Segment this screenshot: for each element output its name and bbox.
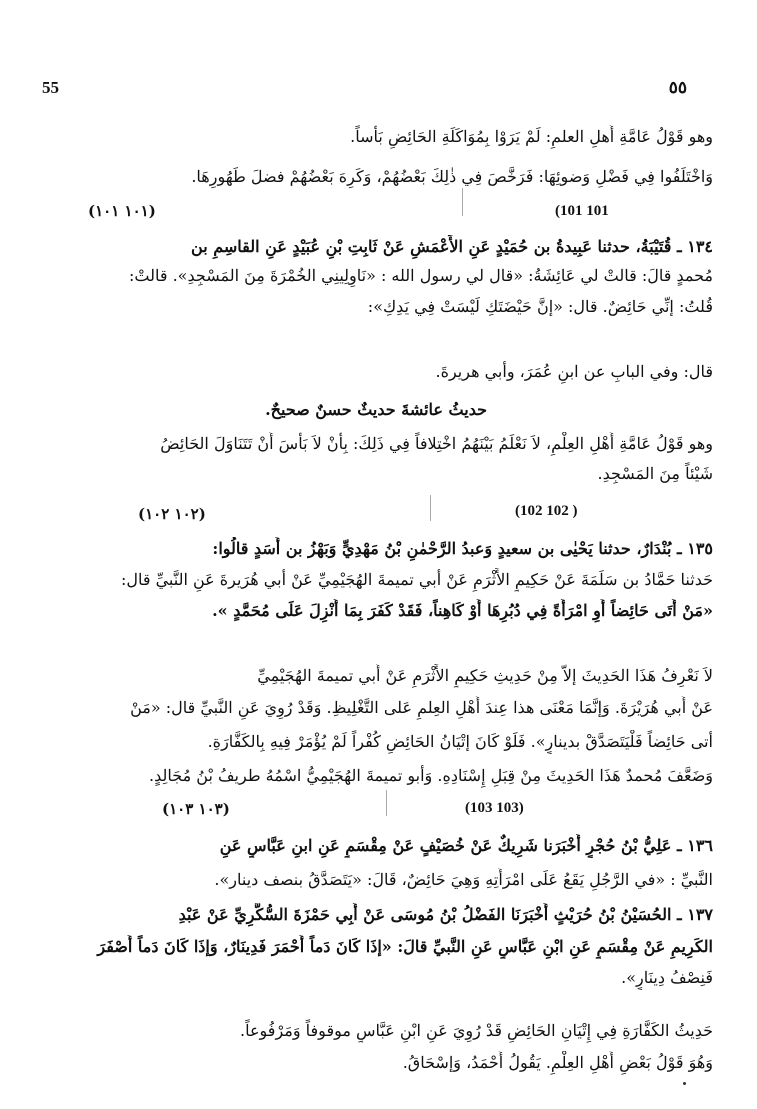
text-line: عَنْ أَبي هُرَيْرَةَ. وَإنَّمَا مَعْنَى هذا عِندَ أَهْلِ العِلمِ عَلى التَّغْلِيظِ. وَقَدْ رُوِيَ عَنِ النَّبيِّ قال: «مَنْ	[130, 698, 713, 717]
text-line: وَاخْتَلَفُوا فِي فَضْلِ وَضوئِهَا: فَرَخَّصَ فِي ذٰلِكَ بَعْضُهُمْ، وَكَرِهَ بَعْضُهُمْ فضلَ طَهُورِهَا.	[191, 167, 713, 186]
text-line: قال: وفي البابِ عن ابنِ عُمَرَ، وأبي هريرةَ.	[435, 362, 713, 381]
text-line: وَضَعَّفَ مُحمدٌ هَذَا الحَدِيثَ مِنْ قِبَلِ إِسْنَادِهِ. وَأبو تميمةَ الهُجَيْمِيُّ اسْمُهُ طريفُ بْنُ مُجَالِدٍ.	[149, 766, 713, 785]
text-line: النَّبيِّ : «في الرَّجُلِ يَقَعُ عَلَى امْرَأَتِهِ وَهِيَ حَائِضٌ، قَالَ: «يَتَصَدَّقُ بنصف دينار».	[214, 870, 713, 889]
hadith-135-line: ١٣٥ ـ بُنْدَارٌ، حدثنا يَحْيٰى بن سعيدٍ وَعبدُ الرَّحْمٰنِ بْنُ مَهْدِيٍّ وَبَهْزُ بن أَسَدٍ قالُوا:	[212, 539, 713, 558]
hadith-137-line: ١٣٧ ـ الحُسَيْنُ بْنُ حُرَيْثٍ أَخْبَرَنَا الفَضْلُ بْنُ مُوسَى عَنْ أَبِي حَمْزَةَ السُّكَّرِيِّ عَنْ عَبْدِ	[178, 905, 713, 924]
reference-arabic: (١٠٢ ١٠٢)	[138, 505, 206, 523]
grading-line: حديثُ عائشةَ حديثٌ حسنٌ صحيحٌ.	[265, 400, 487, 419]
text-line: أتى حَائِضاً فَلْيَتَصَدَّقْ بدينارٍ». فَلَوْ كَانَ إتْيَانُ الحَائِضِ كُفْراً لَمْ يُؤْمَرْ فِيهِ بِالكَفَّارَةِ.	[207, 732, 713, 751]
gutter-mark	[430, 495, 431, 521]
text-line: لاَ نَعْرِفُ هَذَا الحَدِيثَ إلاّ مِنْ حَدِيثِ حَكِيمٍ الأَثْرَمِ عَنْ أَبي تميمةَ الهُجَيْمِيِّ	[257, 666, 713, 685]
text-line: فَنِصْفُ دِينَارٍ».	[621, 968, 713, 987]
text-line: قُلتُ: إنِّي حَائِضٌ. قال: «إنَّ حَيْضَتَكِ لَيْسَتْ فِي يَدِكِ»:	[367, 297, 713, 316]
reference-latin: (101 101	[555, 203, 609, 219]
gutter-mark	[386, 790, 387, 816]
page-number-latin: 55	[42, 78, 59, 97]
text-line: «مَنْ أَتَى حَائِضاً أَوِ امْرَأَةً فِي دُبُرِهَا أَوْ كَاهِناً، فَقَدْ كَفَرَ بِمَا أُنْزِلَ عَلَى مُحَمَّدٍ ».	[212, 601, 713, 620]
text-line: حَدثنا حَمَّادُ بن سَلَمَةَ عَنْ حَكِيمٍ الأَثْرَمِ عَنْ أبي تميمةَ الهُجَيْمِيِّ عَنْ أبي هُرَيرةَ عَنِ النَّبيِّ قال:	[120, 570, 713, 589]
text-line: وهو قَوْلُ عَامَّةِ أَهْلِ العِلْمِ، لاَ نَعْلَمُ بَيْنَهُمُ اخْتِلافاً فِي ذَلِكَ: بِأَنْ لاَ بَأْسَ أَنْ تَتَنَاوَلَ الحَائِضُ	[160, 434, 713, 453]
text-line: حَدِيثُ الكَفَّارَةِ فِي إِتْيَانِ الحَائِضِ قَدْ رُوِيَ عَنِ ابْنِ عَبَّاسٍ موقوفاً وَمَرْفُوعاً.	[240, 1021, 713, 1040]
text-line: وَهُوَ قَوْلُ بَعْضِ أَهْلِ العِلْمِ. يَقُولُ أَحْمَدُ، وَإسْحَاقُ.	[402, 1053, 713, 1072]
gutter-mark	[462, 188, 463, 216]
scan-speck	[683, 1082, 686, 1085]
text-line: مُحمدٍ قالَ: قالتْ لي عَائِشَةُ: «قال لي رسول الله : «نَاوِلِينِي الخُمْرَةَ مِنَ المَسْجِدِ». قالتْ:	[129, 266, 713, 285]
reference-latin: (102 102 )	[515, 503, 578, 519]
reference-arabic: (١٠١ ١٠١)	[88, 202, 156, 220]
hadith-134-line: ١٣٤ ـ قُتَيْبَةُ، حدثنا عَبِيدةُ بن حُمَيْدٍ عَنِ الأَعْمَشِ عَنْ ثَابِتِ بْنِ عُبَيْدٍ عَنِ القاسِمِ بن	[191, 237, 713, 256]
text-line: وهو قَوْلُ عَامَّةِ أَهلِ العلمِ: لَمْ يَرَوْا بِمُوَاكَلَةِ الحَائِضِ بَأساً.	[350, 127, 713, 146]
text-line: الكَرِيمِ عَنْ مِقْسَمٍ عَنِ ابْنِ عَبَّاسٍ عَنِ النَّبيِّ قالَ: «إذَا كَانَ دَماً أَحْمَرَ فَدِينَارٌ، وَإذَا كَانَ دَماً أَصْفَرَ	[97, 937, 713, 956]
reference-latin: (103 103)	[465, 800, 524, 816]
text-line: شَيْئاً مِنَ المَسْجِدِ.	[597, 464, 713, 483]
page-number-arabic: ٥٥	[668, 78, 687, 98]
reference-arabic: (١٠٣ ١٠٣)	[162, 800, 230, 818]
hadith-136-line: ١٣٦ ـ عَلِيُّ بْنُ حُجْرٍ أَخْبَرَنا شَرِيكٌ عَنْ خُصَيْفٍ عَنْ مِقْسَمٍ عَنِ ابنِ عَبَّاسٍ عَنِ	[219, 836, 713, 855]
